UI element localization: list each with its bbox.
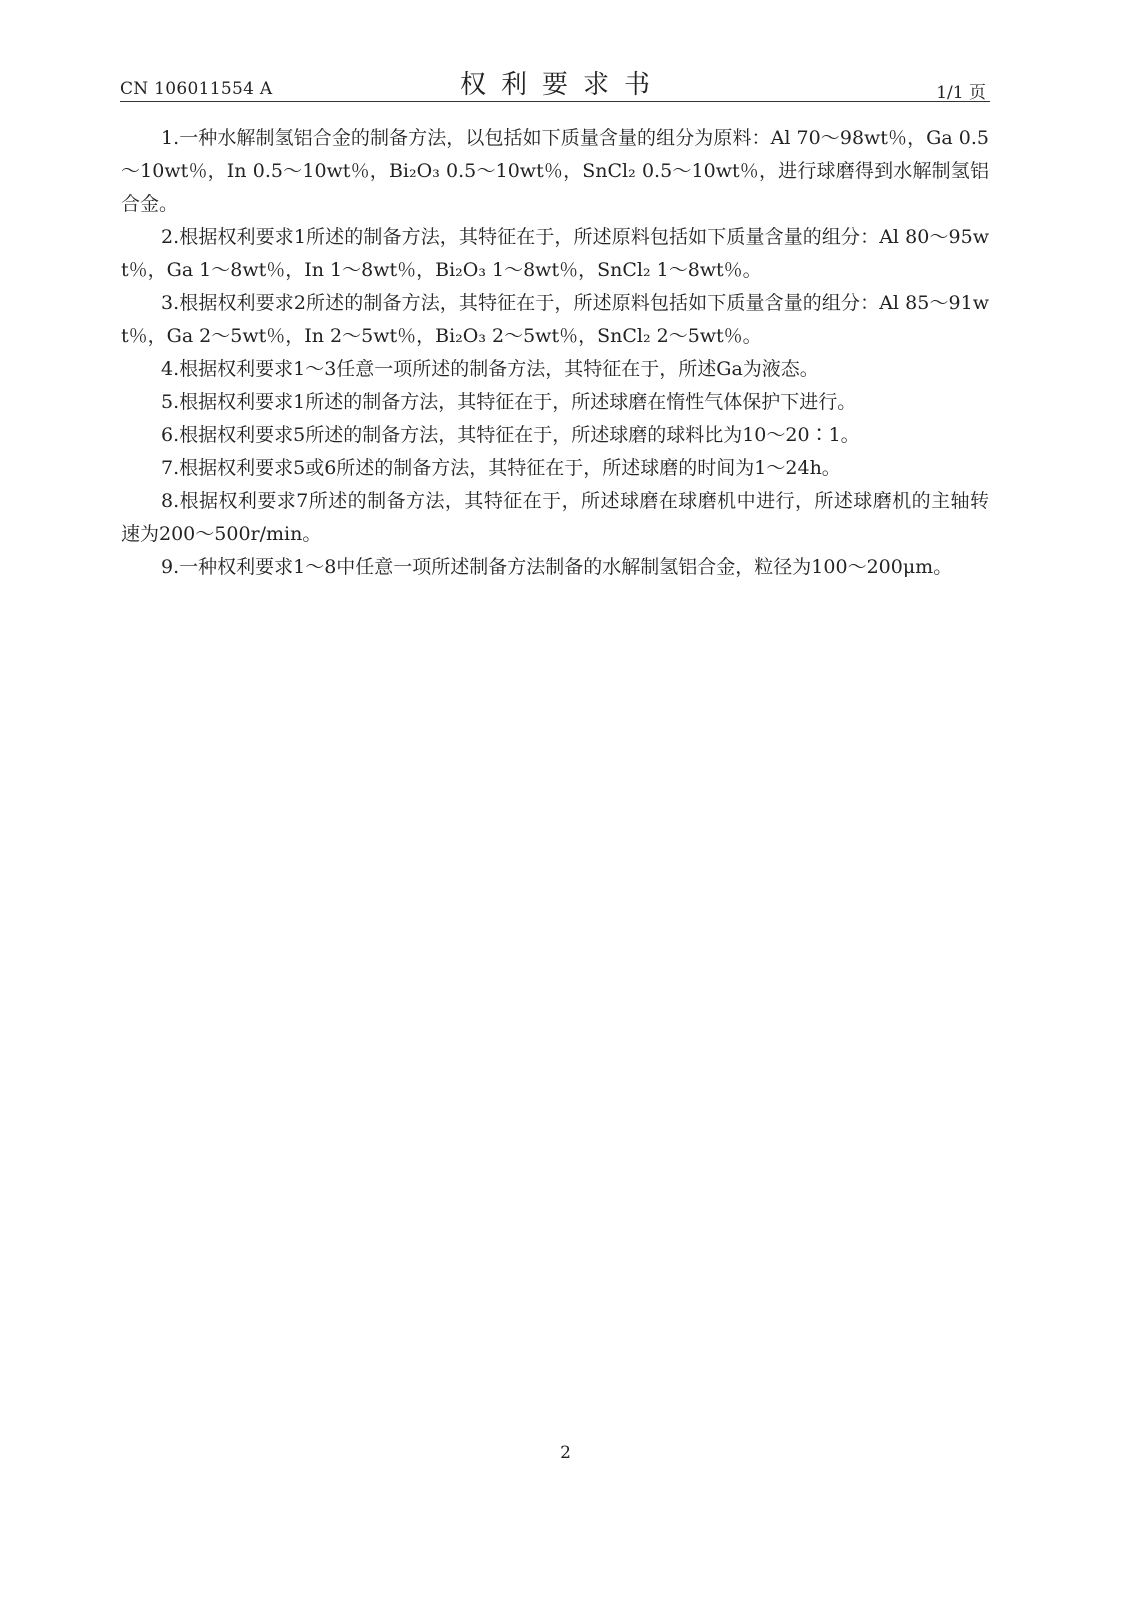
page-number: 2 (560, 1443, 571, 1463)
claim-6: 6.根据权利要求5所述的制备方法，其特征在于，所述球磨的球料比为10～20∶1。 (161, 424, 860, 446)
claim-5: 5.根据权利要求1所述的制备方法，其特征在于，所述球磨在惰性气体保护下进行。 (161, 391, 857, 413)
claims-list (121, 122, 989, 584)
document-title: 权利要求书 (459, 70, 665, 100)
page-header (120, 62, 990, 102)
claim-1: 1.一种水解制氢铝合金的制备方法，以包括如下质量含量的组分为原料：Al 70～98wt％，Ga 0.5～10wt％，In 0.5～10wt％，Bi₂O₃ 0.5～10wt％，SnCl₂ 0.5～10wt％，进行球磨得到水解制氢铝合金。 (121, 127, 989, 215)
page-info: 1/1 页 (936, 83, 986, 103)
claim-7: 7.根据权利要求5或6所述的制备方法，其特征在于，所述球磨的时间为1～24h。 (161, 457, 841, 479)
claim-9: 9.一种权利要求1～8中任意一项所述制备方法制备的水解制氢铝合金，粒径为100～200μm。 (161, 556, 953, 578)
claim-8: 8.根据权利要求7所述的制备方法，其特征在于，所述球磨在球磨机中进行，所述球磨机的主轴转速为200～500r/min。 (121, 490, 989, 545)
header-rule (120, 101, 990, 102)
claim-4: 4.根据权利要求1～3任意一项所述的制备方法，其特征在于，所述Ga为液态。 (161, 358, 819, 380)
publication-number: CN 106011554 A (120, 79, 273, 99)
claim-3: 3.根据权利要求2所述的制备方法，其特征在于，所述原料包括如下质量含量的组分：Al 85～91wt％，Ga 2～5wt％，In 2～5wt％，Bi₂O₃ 2～5wt％，SnCl₂ 2～5wt％。 (121, 292, 989, 347)
claim-2: 2.根据权利要求1所述的制备方法，其特征在于，所述原料包括如下质量含量的组分：Al 80～95wt％，Ga 1～8wt％，In 1～8wt％，Bi₂O₃ 1～8wt％，SnCl₂ 1～8wt％。 (121, 226, 989, 281)
